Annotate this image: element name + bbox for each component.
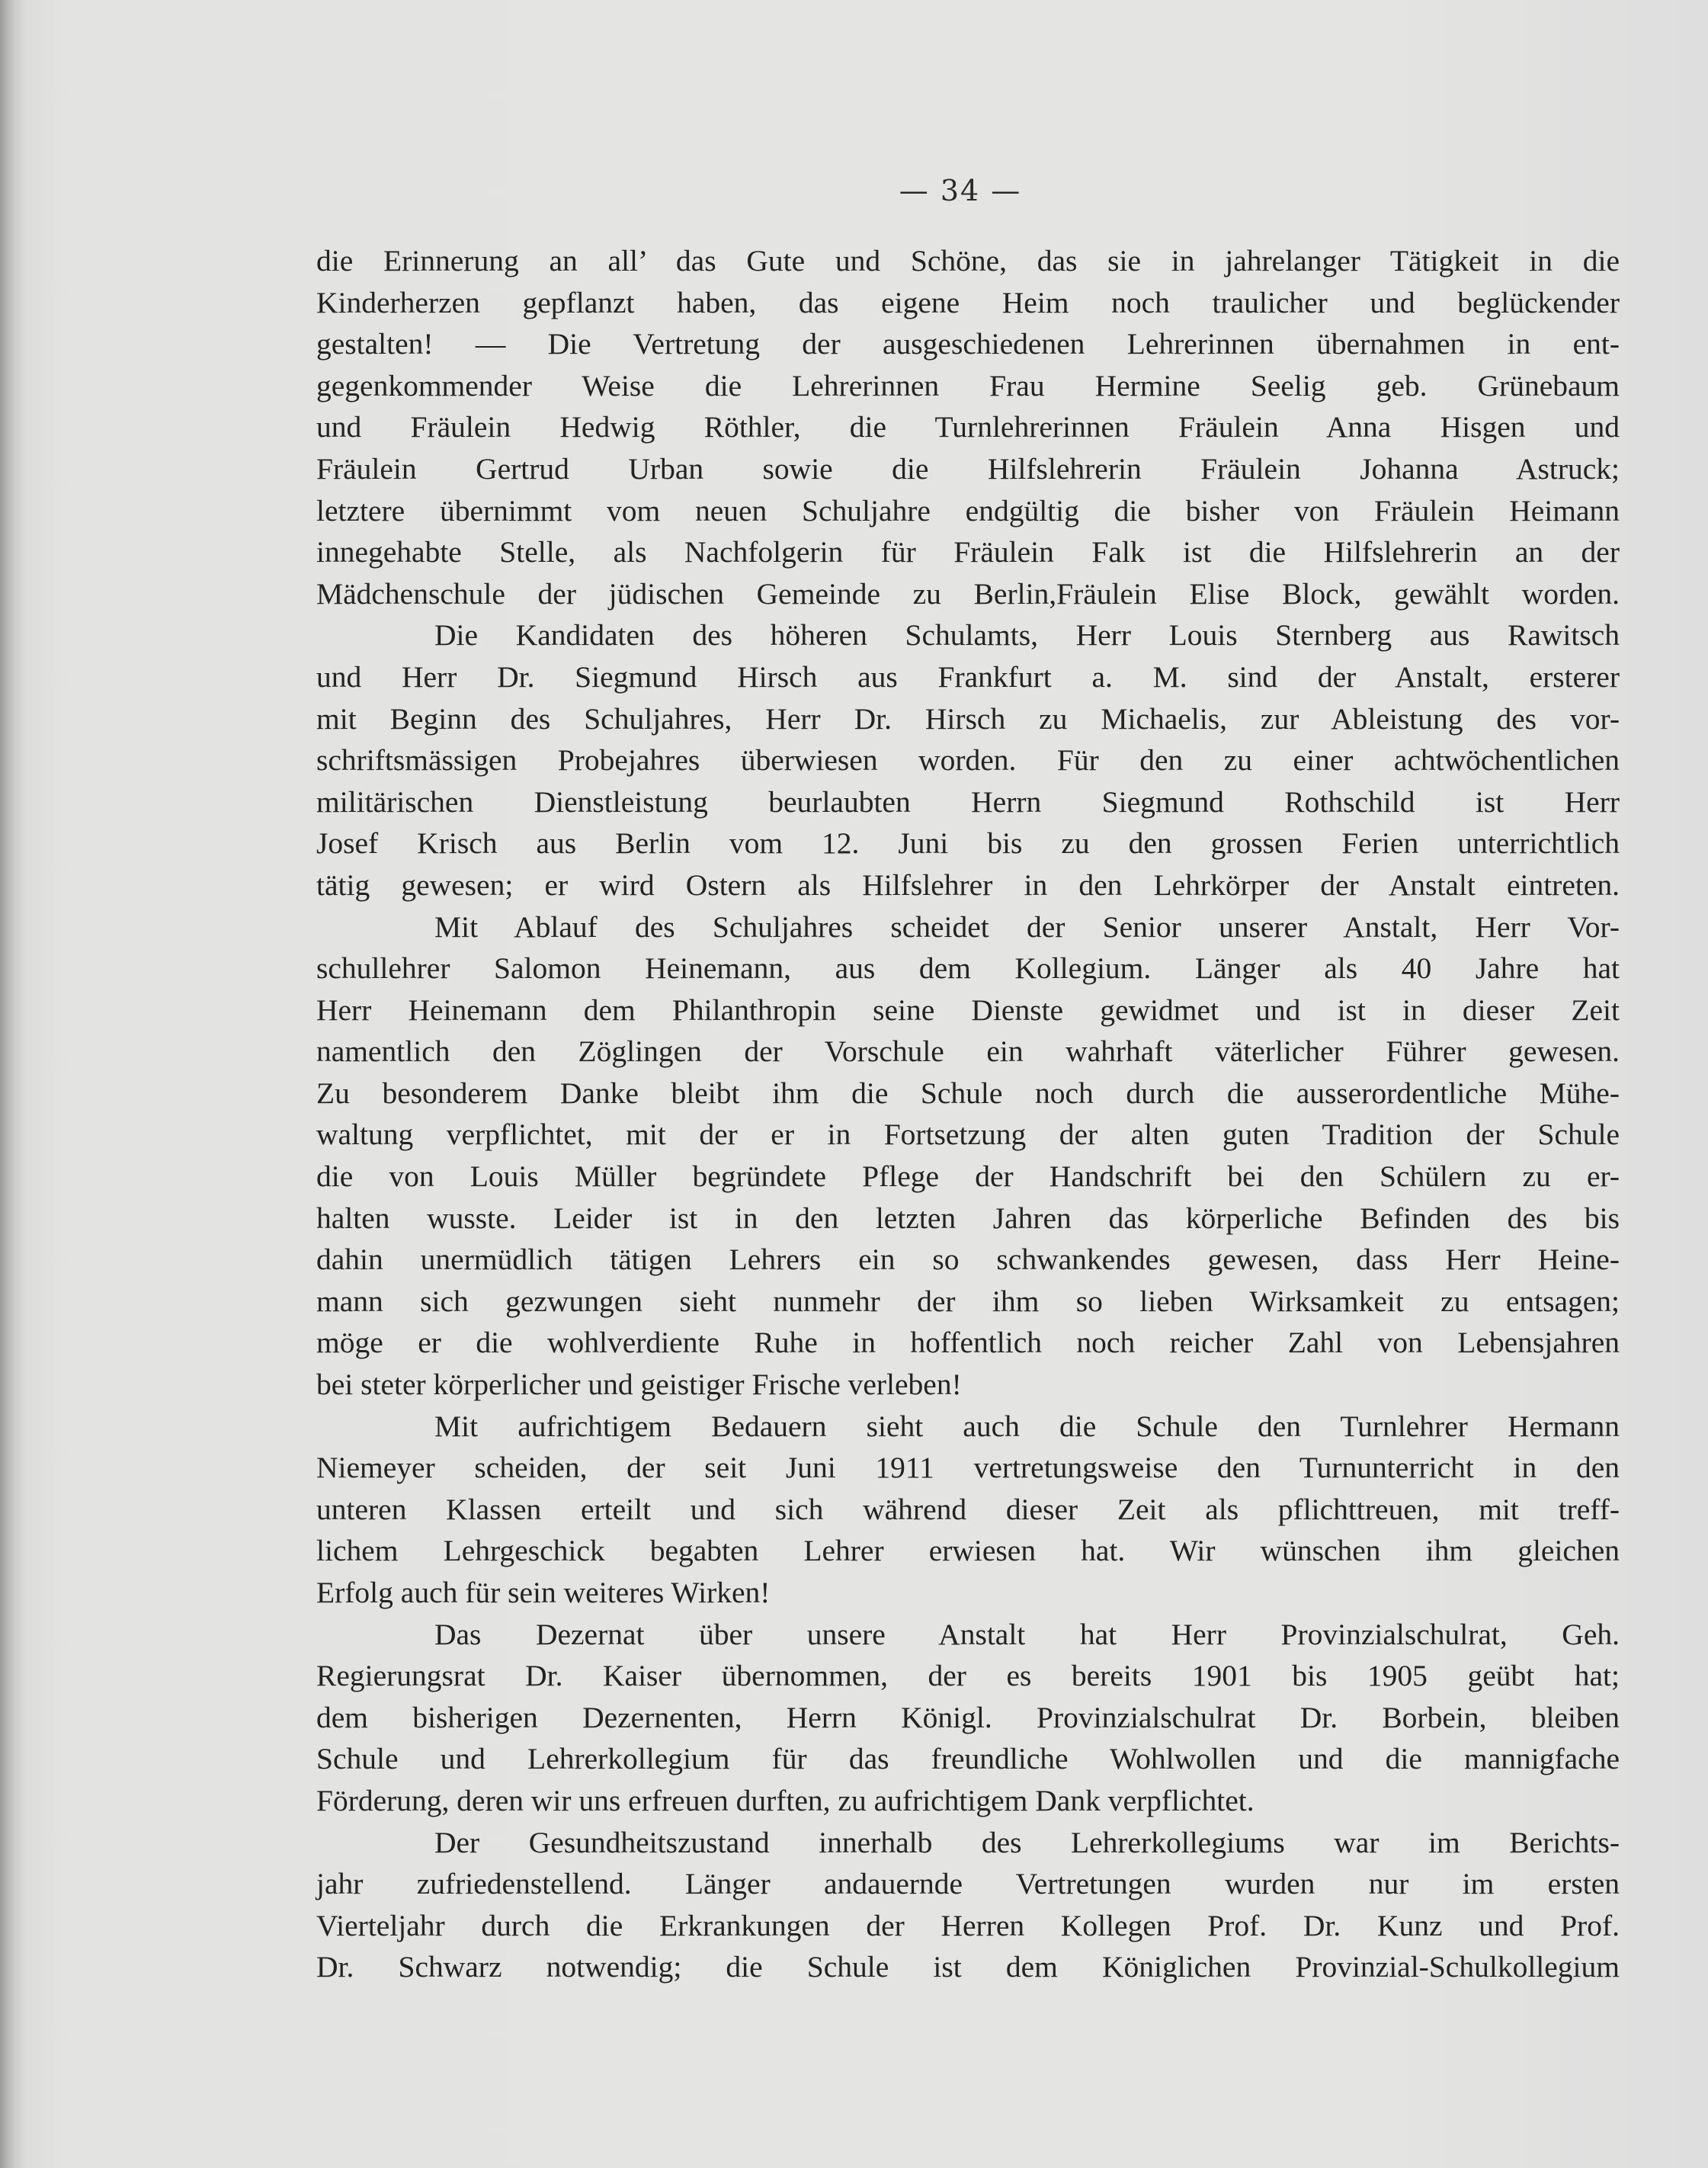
text-line: halten wusste. Leider ist in den letzten Jahren das körperliche Befinden des bis <box>316 1201 1620 1235</box>
text-line: und Herr Dr. Siegmund Hirsch aus Frankfurt a. M. sind der Anstalt, ersterer <box>316 659 1620 694</box>
text-line: dahin unermüdlich tätigen Lehrers ein so schwankendes gewesen, dass Herr Heine- <box>316 1243 1620 1277</box>
text-line: mann sich gezwungen sieht nunmehr der ihm so lieben Wirksamkeit zu entsagen; <box>316 1284 1620 1318</box>
paragraph-end-line: Erfolg auch für sein weiteres Wirken! <box>316 1576 771 1609</box>
text-line: waltung verpflichtet, mit der er in Fortsetzung der alten guten Tradition der Schule <box>316 1118 1620 1152</box>
page-number: — 34 — <box>899 174 1022 207</box>
text-line: Schule und Lehrerkollegium für das freundliche Wohlwollen und die mannigfache <box>316 1742 1620 1776</box>
text-line: Dr. Schwarz notwendig; die Schule ist dem Königlichen Provinzial-Schulkollegium <box>316 1950 1620 1984</box>
text-line: möge er die wohlverdiente Ruhe in hoffentlich noch reicher Zahl von Lebensjahren <box>316 1326 1620 1360</box>
text-line: namentlich den Zöglingen der Vorschule ein wahrhaft väterlicher Führer gewesen. <box>316 1034 1620 1069</box>
text-line: lichem Lehrgeschick begabten Lehrer erwiesen hat. Wir wünschen ihm gleichen <box>316 1534 1620 1568</box>
text-line: und Fräulein Hedwig Röthler, die Turnlehrerinnen Fräulein Anna Hisgen und <box>316 410 1620 444</box>
text-line: Fräulein Gertrud Urban sowie die Hilfslehrerin Fräulein Johanna Astruck; <box>316 451 1620 486</box>
text-line: Vierteljahr durch die Erkrankungen der Herren Kollegen Prof. Dr. Kunz und Prof. <box>316 1908 1620 1942</box>
text-line: Kinderherzen gepflanzt haben, das eigene Heim noch traulicher und beglückender <box>316 285 1620 319</box>
text-line: mit Beginn des Schuljahres, Herr Dr. Hirsch zu Michaelis, zur Ableistung des vor- <box>316 701 1620 736</box>
text-line: schullehrer Salomon Heinemann, aus dem Kollegium. Länger als 40 Jahre hat <box>316 951 1620 986</box>
text-line: Herr Heinemann dem Philanthropin seine Dienste gewidmet und ist in dieser Zeit <box>316 993 1620 1027</box>
body-text <box>316 240 1620 1988</box>
text-line: Zu besonderem Danke bleibt ihm die Schule noch durch die ausserordentliche Mühe- <box>316 1076 1620 1110</box>
paragraph-end-line: Förderung, deren wir uns erfreuen durften, zu aufrichtigem Dank verpflichtet. <box>316 1783 1255 1817</box>
text-line: jahr zufriedenstellend. Länger andauernde Vertretungen wurden nur im ersten <box>316 1867 1620 1901</box>
text-line: letztere übernimmt vom neuen Schuljahre endgültig die bisher von Fräulein Heimann <box>316 493 1620 528</box>
text-line: die von Louis Müller begründete Pflege der Handschrift bei den Schülern zu er- <box>316 1159 1620 1194</box>
text-line: dem bisherigen Dezernenten, Herrn Königl. Provinzialschulrat Dr. Borbein, bleiben <box>316 1700 1620 1734</box>
paragraph-start-line: Das Dezernat über unsere Anstalt hat Herr Provinzialschulrat, Geh. <box>434 1617 1620 1651</box>
text-line: Regierungsrat Dr. Kaiser übernommen, der es bereits 1901 bis 1905 geübt hat; <box>316 1659 1620 1693</box>
paragraph-end-line: bei steter körperlicher und geistiger Frische verleben! <box>316 1368 962 1402</box>
text-line: unteren Klassen erteilt und sich während dieser Zeit als pflichttreuen, mit treff- <box>316 1492 1620 1526</box>
paragraph-start-line: Die Kandidaten des höheren Schulamts, Herr Louis Sternberg aus Rawitsch <box>434 618 1620 653</box>
text-line: tätig gewesen; er wird Ostern als Hilfslehrer in den Lehrkörper der Anstalt eintreten. <box>316 868 1620 902</box>
text-line: militärischen Dienstleistung beurlaubten Herrn Siegmund Rothschild ist Herr <box>316 784 1620 819</box>
paragraph-start-line: Mit aufrichtigem Bedauern sieht auch die Schule den Turnlehrer Hermann <box>434 1409 1620 1443</box>
text-line: Niemeyer scheiden, der seit Juni 1911 vertretungsweise den Turnunterricht in den <box>316 1451 1620 1485</box>
text-line: Mädchenschule der jüdischen Gemeinde zu Berlin,Fräulein Elise Block, gewählt worden. <box>316 576 1620 611</box>
paragraph-start-line: Mit Ablauf des Schuljahres scheidet der Senior unserer Anstalt, Herr Vor- <box>434 909 1620 944</box>
text-line: innegehabte Stelle, als Nachfolgerin für Fräulein Falk ist die Hilfslehrerin an der <box>316 535 1620 569</box>
text-line: die Erinnerung an all’ das Gute und Schöne, das sie in jahrelanger Tätigkeit in die <box>316 244 1620 277</box>
text-line: gegenkommender Weise die Lehrerinnen Frau Hermine Seelig geb. Grünebaum <box>316 368 1620 402</box>
paragraph-start-line: Der Gesundheitszustand innerhalb des Lehrerkollegiums war im Berichts- <box>434 1825 1620 1859</box>
text-line: schriftsmässigen Probejahres überwiesen worden. Für den zu einer achtwöchentlichen <box>316 743 1620 778</box>
text-line: Josef Krisch aus Berlin vom 12. Juni bis zu den grossen Ferien unterrichtlich <box>316 826 1620 861</box>
text-line: gestalten! — Die Vertretung der ausgeschiedenen Lehrerinnen übernahmen in ent- <box>316 327 1620 361</box>
binding-shadow <box>0 0 26 2168</box>
